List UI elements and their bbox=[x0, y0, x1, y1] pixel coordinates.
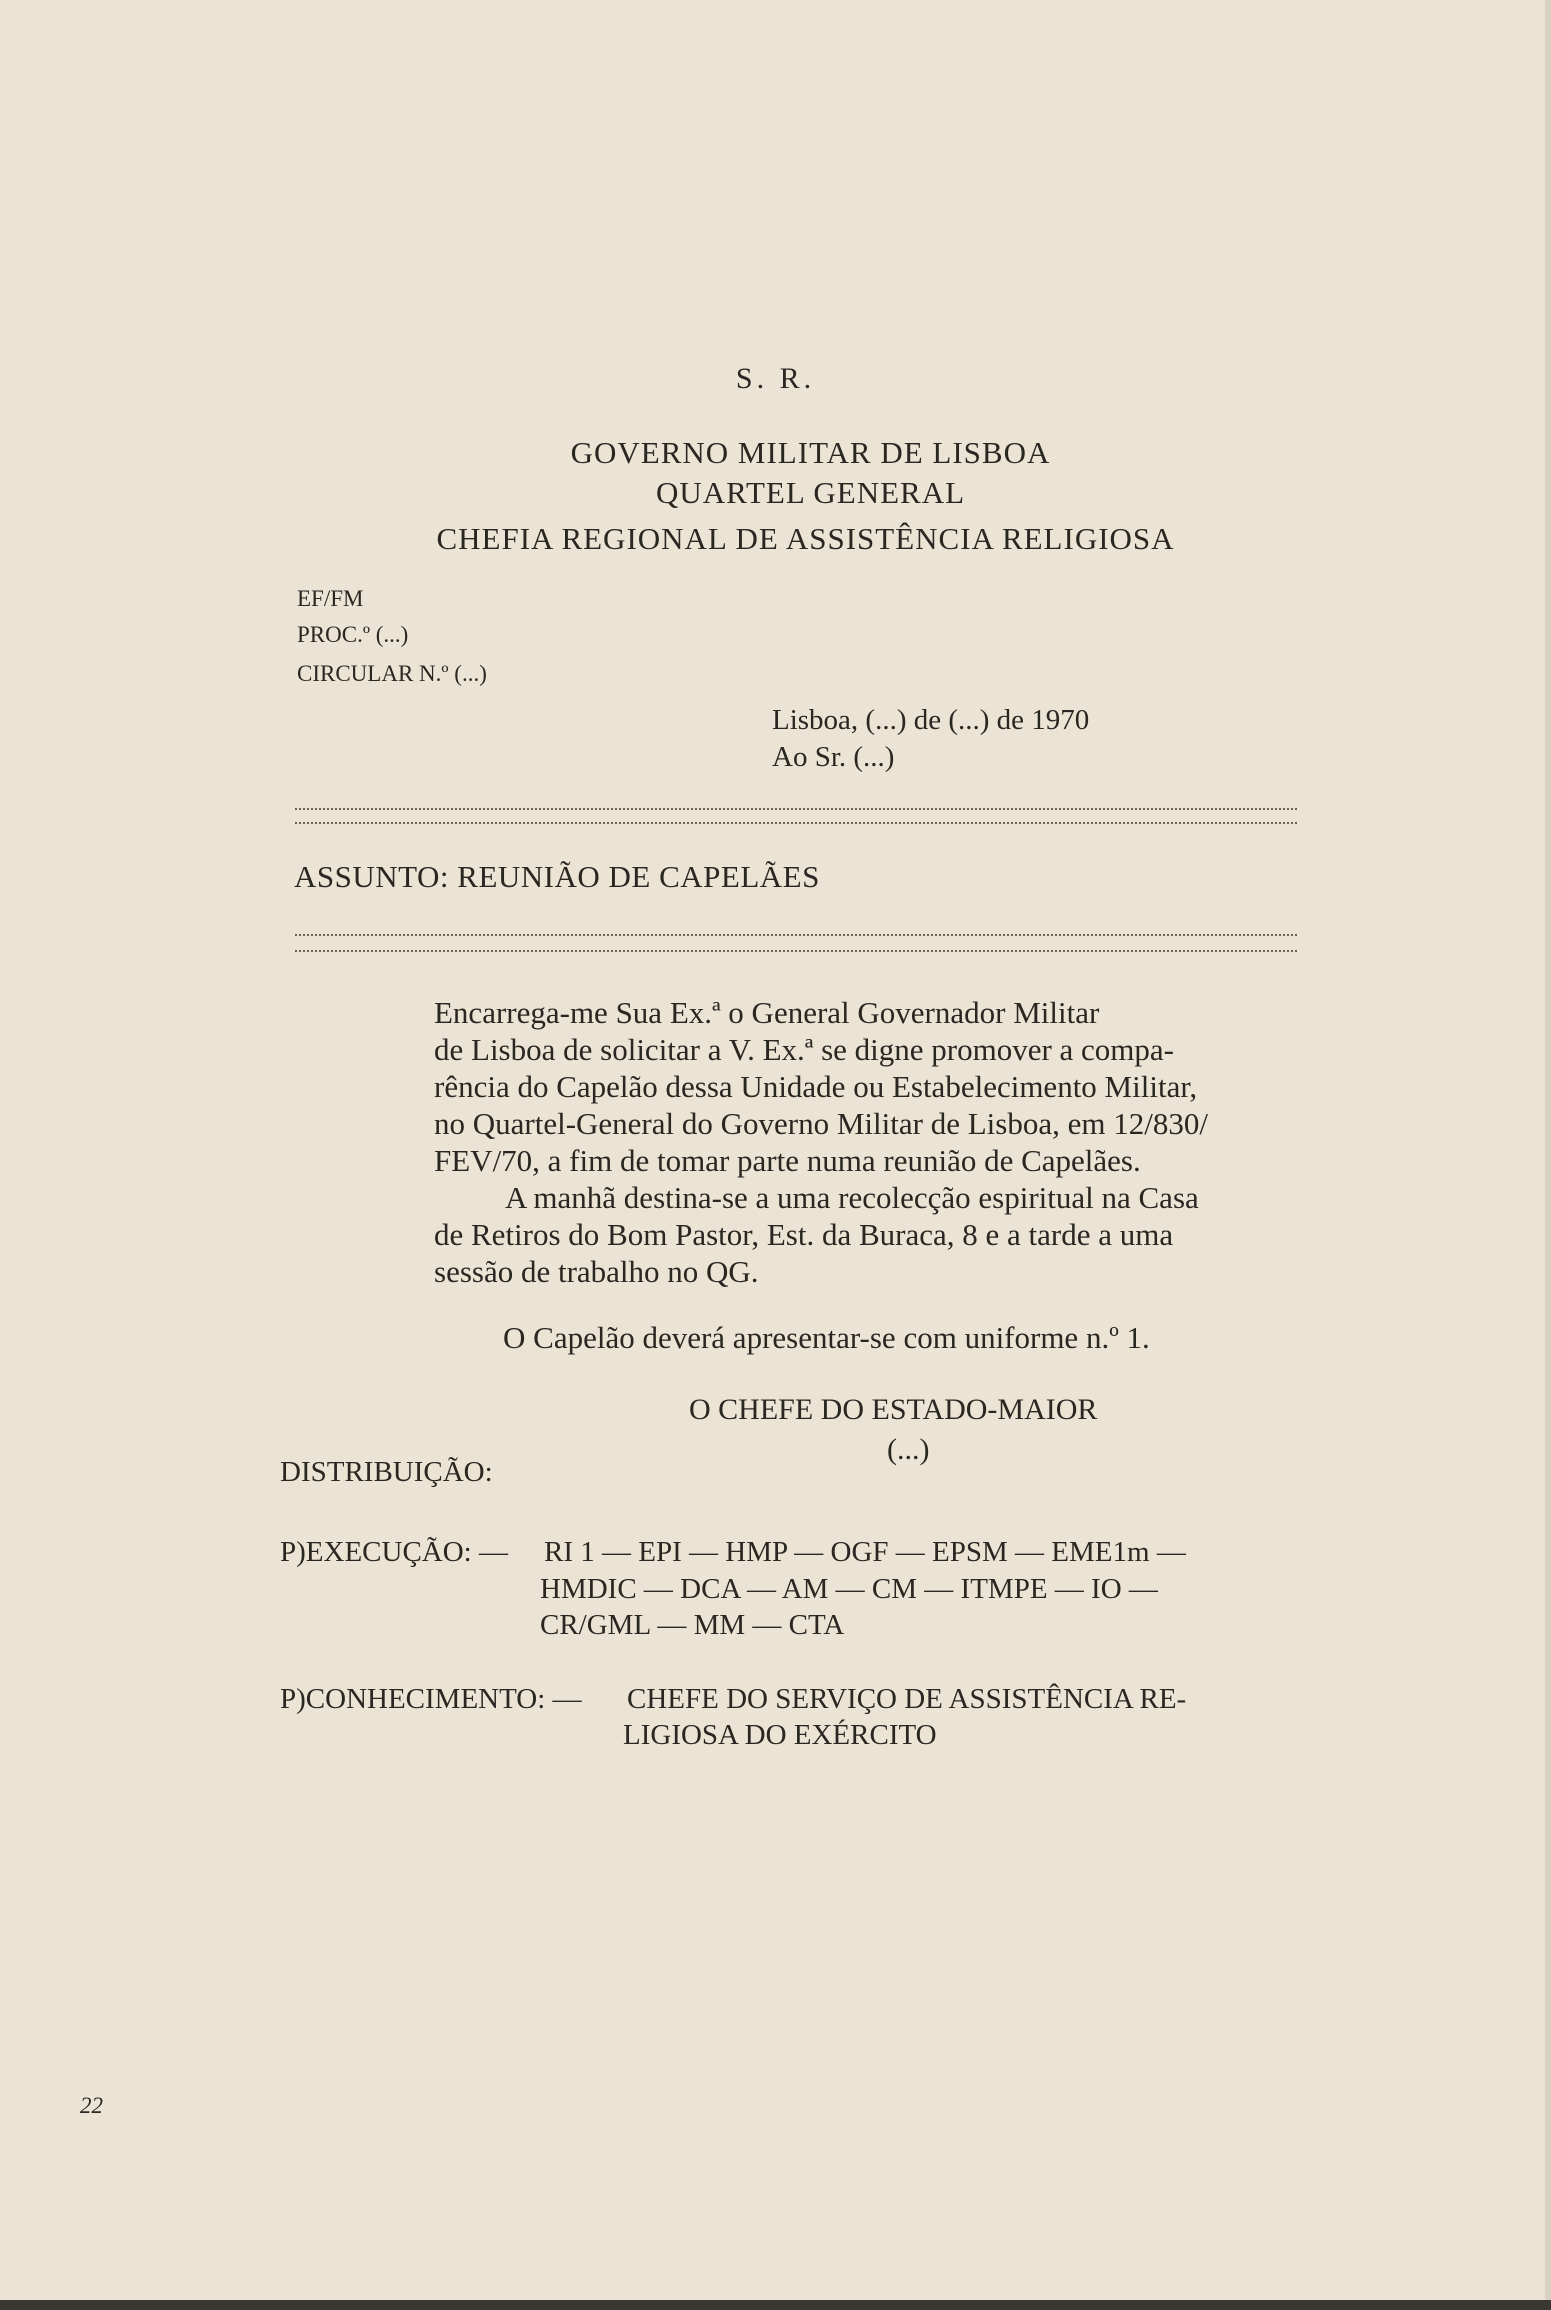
conhecimento-line-1: CHEFE DO SERVIÇO DE ASSISTÊNCIA RE- bbox=[627, 1683, 1187, 1715]
classification-mark: S. R. bbox=[735, 362, 816, 395]
addressee: Ao Sr. (...) bbox=[772, 741, 895, 773]
page-edge-shadow bbox=[1545, 0, 1551, 2300]
body-p1-line5: FEV/70, a fim de tomar parte numa reunião de Capelães. bbox=[434, 1143, 1141, 1178]
conhecimento-line-2: LIGIOSA DO EXÉRCITO bbox=[623, 1719, 937, 1751]
ref-circular: CIRCULAR N.º (...) bbox=[297, 661, 487, 686]
org-line-2: QUARTEL GENERAL bbox=[655, 475, 966, 510]
page-number: 22 bbox=[80, 2093, 103, 2118]
execucao-label: P)EXECUÇÃO: — bbox=[280, 1536, 508, 1568]
org-line-3: CHEFIA REGIONAL DE ASSISTÊNCIA RELIGIOSA bbox=[436, 521, 1175, 556]
signature-title: O CHEFE DO ESTADO-MAIOR bbox=[689, 1393, 1098, 1426]
execucao-line-2: HMDIC — DCA — AM — CM — ITMPE — IO — bbox=[540, 1573, 1158, 1605]
body-p3: O Capelão deverá apresentar-se com uniforme n.º 1. bbox=[503, 1320, 1150, 1355]
body-p1-line2: de Lisboa de solicitar a V. Ex.ª se digne promover a compa- bbox=[434, 1032, 1175, 1067]
ref-process: PROC.º (...) bbox=[297, 622, 409, 647]
ref-initials: EF/FM bbox=[297, 586, 364, 611]
execucao-line-3: CR/GML — MM — CTA bbox=[540, 1609, 845, 1641]
body-p2-line3: sessão de trabalho no QG. bbox=[434, 1254, 759, 1289]
body-p1-line3: rência do Capelão dessa Unidade ou Estabelecimento Militar, bbox=[434, 1069, 1198, 1104]
execucao-line-1: RI 1 — EPI — HMP — OGF — EPSM — EME1m — bbox=[544, 1536, 1186, 1568]
body-p1-line1: Encarrega-me Sua Ex.ª o General Governador Militar bbox=[434, 995, 1100, 1030]
page-bottom-border bbox=[0, 2300, 1551, 2310]
body-p1-line4: no Quartel-General do Governo Militar de Lisboa, em 12/830/ bbox=[434, 1106, 1208, 1141]
conhecimento-label: P)CONHECIMENTO: — bbox=[280, 1683, 582, 1715]
place-date: Lisboa, (...) de (...) de 1970 bbox=[772, 704, 1090, 736]
body-p2-line2: de Retiros do Bom Pastor, Est. da Buraca, 8 e a tarde a uma bbox=[434, 1217, 1174, 1252]
signature-name: (...) bbox=[887, 1433, 930, 1466]
subject-line: ASSUNTO: REUNIÃO DE CAPELÃES bbox=[294, 859, 820, 894]
org-line-1: GOVERNO MILITAR DE LISBOA bbox=[570, 435, 1051, 470]
body-p2-line1: A manhã destina-se a uma recolecção espiritual na Casa bbox=[505, 1180, 1199, 1215]
distribution-heading: DISTRIBUIÇÃO: bbox=[280, 1456, 493, 1488]
